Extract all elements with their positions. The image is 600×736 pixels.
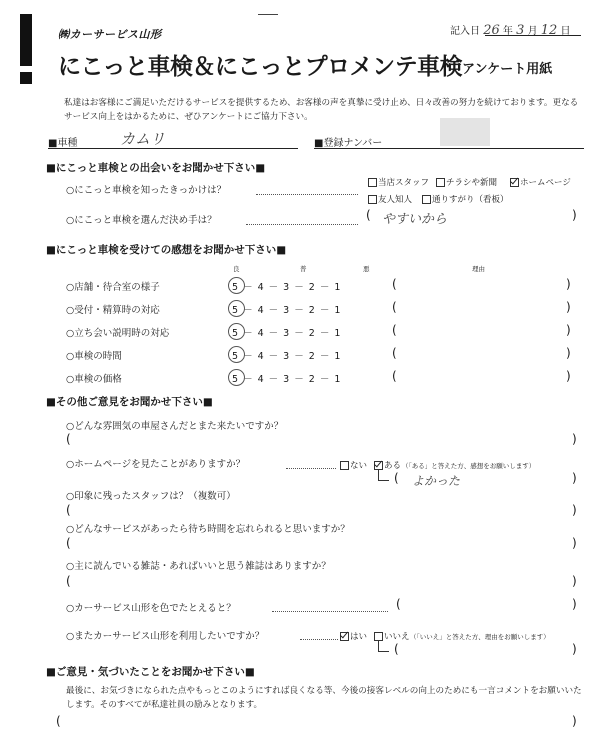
deciding-factor-answer[interactable]: やすいから xyxy=(382,212,448,227)
section1-title-text: にこっと車検との出会いをお聞かせ下さい xyxy=(55,162,256,174)
exclamation-mark-icon xyxy=(16,14,38,86)
checkbox-hp-yes-checked[interactable] xyxy=(374,461,383,470)
branch-connector xyxy=(378,641,389,652)
date-year: 26 xyxy=(483,23,500,38)
car-model-underline xyxy=(48,148,298,149)
date-month: 3 xyxy=(516,23,525,38)
plate-number-label-text: 登録ナンバー xyxy=(323,138,383,149)
leader-dots xyxy=(246,224,358,225)
paren-close: ) xyxy=(572,714,577,728)
rating-scale[interactable]: 5 － 4 － 3 － 2 － 1 xyxy=(232,351,342,362)
rating-scale[interactable]: 5 － 4 － 3 － 2 － 1 xyxy=(232,282,342,293)
selected-rating-circle xyxy=(228,300,245,317)
page-title: にこっと車検＆にこっとプロメンテ車検 xyxy=(58,54,463,80)
selected-rating-circle xyxy=(228,277,245,294)
reason-paren-open: ( xyxy=(392,346,397,360)
paren-close: ) xyxy=(572,642,577,656)
leader-dots xyxy=(256,194,358,195)
paren-open: ( xyxy=(394,471,399,485)
date-year-unit: 年 xyxy=(502,26,513,37)
section4-title-text: ご意見・気づいたことをお聞かせ下さい xyxy=(55,666,245,678)
q-magazines: ○主に読んでいる雑誌・あればいいと思う雑誌はありますか？ xyxy=(66,561,331,572)
q-deciding-factor: ○にこっと車検を選んだ決め手は？ xyxy=(66,215,217,226)
rating-scale[interactable]: 5 － 4 － 3 － 2 － 1 xyxy=(232,374,342,385)
plate-number-label: ■登録ナンバー xyxy=(314,138,383,149)
q-atmosphere: ○どんな雰囲気の車屋さんだとまた来たいですか？ xyxy=(66,421,284,432)
paren-open: ( xyxy=(66,574,71,588)
reason-paren-close: ) xyxy=(566,323,571,337)
option-again-no-label: いいえ xyxy=(384,632,410,642)
company-name: ㈱カーサービス山形 xyxy=(58,28,162,41)
option-homepage[interactable] xyxy=(510,176,571,188)
option-again-yes[interactable] xyxy=(340,630,367,642)
homepage-impression-answer[interactable]: よかった xyxy=(412,474,461,488)
paren-close: ) xyxy=(572,574,577,588)
option-flyer-label: チラシや新聞 xyxy=(446,178,498,188)
car-model-value[interactable]: カムリ xyxy=(120,130,166,148)
col-reason: 理由 xyxy=(472,265,485,273)
section3-title: ■その他ご意見をお聞かせ下さい■ xyxy=(46,396,213,408)
car-model-label: ■車種 xyxy=(48,138,78,149)
intro-text: 私達はお客様にご満足いただけるサービスを提供するため、お客様の声を真摯に受け止め、日々改善の努力を続けております。更なるサービス向上をはかるために、ぜひアンケートにご協力下さい。 xyxy=(64,98,579,122)
checkbox-again-no[interactable] xyxy=(374,632,383,641)
col-normal: 普 xyxy=(300,265,307,273)
reason-paren-close: ) xyxy=(566,277,571,291)
selected-rating-circle xyxy=(228,323,245,340)
car-model-label-text: 車種 xyxy=(57,138,78,149)
option-signboard[interactable] xyxy=(422,193,509,205)
comment-instructions: 最後に、お気づきになられた点やもっとこのようにすれば良くなる等、今後の接客レベルの向上のためにも一言コメントをお願いいたします。そのすべてが私達社員の励みとなります。 xyxy=(66,686,582,710)
page-subtitle: アンケート用紙 xyxy=(462,62,553,77)
hp-yes-note: （「ある」と答えた方、感想をお願いします） xyxy=(402,462,536,470)
section2-title: ■にこっと車検を受けての感想をお聞かせ下さい■ xyxy=(46,244,287,256)
rating-row-label: ○店舗・待合室の様子 xyxy=(66,282,160,293)
option-signboard-label: 通りすがり（看板） xyxy=(432,195,509,205)
paren-close: ) xyxy=(572,536,577,550)
date-underline xyxy=(485,35,581,36)
option-friend-label: 友人知人 xyxy=(378,195,413,205)
section2-title-text: にこっと車検を受けての感想をお聞かせ下さい xyxy=(55,244,277,256)
q-memorable-staff: ○印象に残ったスタッフは？（複数可） xyxy=(66,491,236,502)
selected-rating-circle xyxy=(228,369,245,386)
paren-open: ( xyxy=(66,503,71,517)
q-use-again: ○またカーサービス山形を利用したいですか？ xyxy=(66,631,265,642)
date-label: 記入日 xyxy=(450,26,480,37)
section1-title: ■にこっと車検との出会いをお聞かせ下さい■ xyxy=(46,162,266,174)
q-how-known: ○にこっと車検を知ったきっかけは？ xyxy=(66,185,227,196)
paren-open: ( xyxy=(396,597,401,611)
reason-paren-close: ) xyxy=(566,346,571,360)
rating-row-label: ○受付・精算時の対応 xyxy=(66,305,160,316)
paren-close: ) xyxy=(572,208,577,222)
leader-dots xyxy=(286,468,336,469)
checkbox-signboard[interactable] xyxy=(422,195,431,204)
q-color-metaphor: ○カーサービス山形を色でたとえると？ xyxy=(66,603,236,614)
reason-paren-close: ) xyxy=(566,300,571,314)
reason-paren-open: ( xyxy=(392,277,397,291)
section4-title: ■ご意見・気づいたことをお聞かせ下さい■ xyxy=(46,666,255,678)
option-staff-label: 当店スタッフ xyxy=(378,178,430,188)
option-flyer[interactable] xyxy=(436,176,497,188)
date-month-unit: 月 xyxy=(527,26,538,37)
paren-close: ) xyxy=(572,597,577,611)
paren-open: ( xyxy=(56,714,61,728)
col-bad: 悪 xyxy=(363,265,370,273)
paren-close: ) xyxy=(572,503,577,517)
option-again-yes-label: はい xyxy=(350,632,368,642)
rating-row-label: ○立ち会い説明時の対応 xyxy=(66,328,170,339)
option-hp-no-label: ない xyxy=(350,461,368,471)
q-seen-homepage: ○ホームページを見たことがありますか？ xyxy=(66,459,246,470)
checkbox-flyer[interactable] xyxy=(436,178,445,187)
checkbox-staff[interactable] xyxy=(368,178,377,187)
paren-close: ) xyxy=(572,471,577,485)
option-staff[interactable] xyxy=(368,176,429,188)
rating-scale[interactable]: 5 － 4 － 3 － 2 － 1 xyxy=(232,305,342,316)
checkbox-homepage-checked[interactable] xyxy=(510,178,519,187)
plate-number-underline xyxy=(314,148,584,149)
col-good: 良 xyxy=(233,265,240,273)
reason-paren-open: ( xyxy=(392,323,397,337)
paren-open: ( xyxy=(66,432,71,446)
rating-row-label: ○車検の時間 xyxy=(66,351,122,362)
paren-open: ( xyxy=(66,536,71,550)
date-day: 12 xyxy=(540,23,558,38)
again-no-note: （「いいえ」と答えた方、理由をお願いします） xyxy=(410,633,550,641)
q-waiting-service: ○どんなサービスがあったら待ち時間を忘れられると思いますか？ xyxy=(66,524,350,535)
leader-dots xyxy=(300,639,338,640)
checkbox-hp-no[interactable] xyxy=(340,461,349,470)
reason-paren-open: ( xyxy=(392,369,397,383)
option-homepage-label: ホームページ xyxy=(520,178,571,188)
rating-row-label: ○車検の価格 xyxy=(66,374,122,385)
reason-paren-open: ( xyxy=(392,300,397,314)
option-hp-yes-label: ある xyxy=(384,461,402,471)
checkbox-friend[interactable] xyxy=(368,195,377,204)
reason-paren-close: ) xyxy=(566,369,571,383)
paren-open: ( xyxy=(394,642,399,656)
branch-connector xyxy=(378,470,389,481)
redacted-plate-number xyxy=(440,118,490,146)
section3-title-text: その他ご意見をお聞かせ下さい xyxy=(55,396,203,408)
leader-dots xyxy=(272,611,388,612)
option-hp-no[interactable] xyxy=(340,459,367,471)
pen-mark xyxy=(258,14,278,15)
paren-close: ) xyxy=(572,432,577,446)
date-day-unit: 日 xyxy=(560,26,571,37)
rating-scale[interactable]: 5 － 4 － 3 － 2 － 1 xyxy=(232,328,342,339)
selected-rating-circle xyxy=(228,346,245,363)
checkbox-again-yes-checked[interactable] xyxy=(340,632,349,641)
option-friend[interactable] xyxy=(368,193,412,205)
paren-open: ( xyxy=(366,208,371,222)
